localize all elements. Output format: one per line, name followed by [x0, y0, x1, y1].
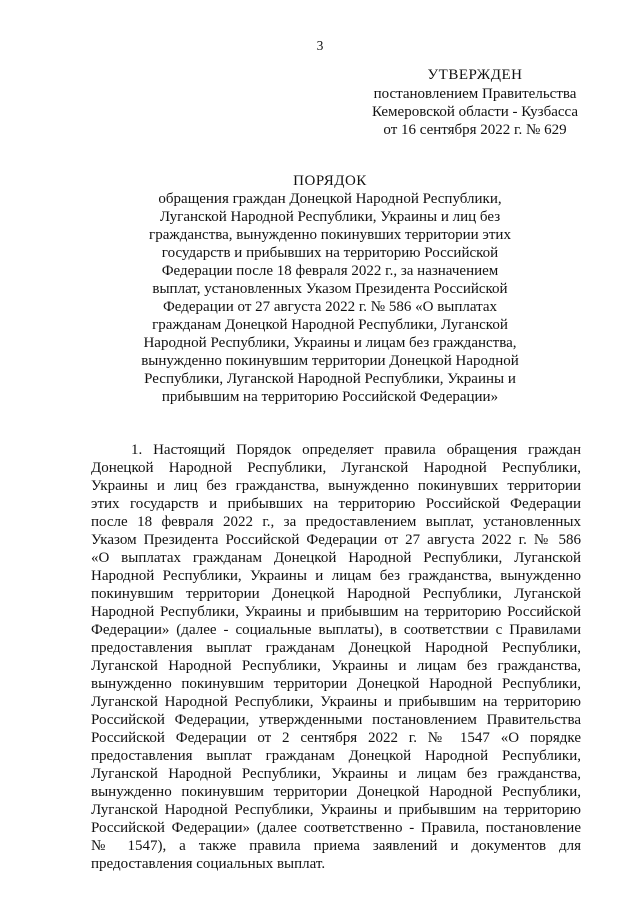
paragraph-line: этих государств и прибывших на территорию Российской Федерации	[91, 496, 581, 512]
document-subtitle-line: прибывшим на территорию Российской Федерации»	[161, 389, 499, 405]
document-heading	[60, 172, 600, 406]
paragraph-line: Российской Федерации, утвержденными постановлением Правительства	[91, 712, 581, 728]
paragraph-line: Луганской Народной Республики, Украины и прибывшим на территорию	[91, 802, 581, 818]
document-subtitle-line: Федерации от 27 августа 2022 г. № 586 «О выплатах	[162, 299, 498, 315]
paragraph-1	[91, 441, 581, 873]
paragraph-line: после 18 февраля 2022 г., за предоставлением выплат, установленных	[91, 514, 581, 530]
document-subtitle-line: Республики, Луганской Народной Республики, Украины и	[144, 371, 516, 387]
approval-line: постановлением Правительства	[373, 86, 577, 102]
document-subtitle-line: обращения граждан Донецкой Народной Республики,	[158, 191, 502, 207]
paragraph-line: Российской Федерации от 2 сентября 2022 г. № 1547 «О порядке	[91, 730, 581, 746]
page-number: 3	[316, 38, 324, 53]
paragraph-line: Украины и лиц без гражданства, вынужденно покинувших территории	[91, 478, 581, 494]
document-subtitle-line: государств и прибывших на территорию Российской	[161, 245, 499, 261]
document-subtitle-line: Луганской Народной Республики, Украины и лиц без	[159, 209, 501, 225]
document-subtitle-line: Федерации после 18 февраля 2022 г., за назначением	[161, 263, 499, 279]
paragraph-line: № 1547), а также правила приема заявлений и документов для	[91, 838, 581, 854]
paragraph-line: предоставления выплат гражданам Донецкой Народной Республики,	[91, 640, 581, 656]
approval-line: Кемеровской области - Кузбасса	[371, 104, 579, 120]
paragraph-line: Луганской Народной Республики, Украины и прибывшим на территорию	[91, 694, 581, 710]
document-subtitle-line: Народной Республики, Украины и лицам без гражданства,	[143, 335, 517, 351]
paragraph-line: покинувшим территории Донецкой Народной Республики, Луганской	[91, 586, 581, 602]
document-subtitle-line: вынужденно покинувшим территории Донецкой Народной	[141, 353, 519, 369]
document-title: ПОРЯДОК	[293, 173, 367, 189]
paragraph-line: Луганской Народной Республики, Украины и лицам без гражданства,	[91, 658, 581, 674]
paragraph-line: Народной Республики, Украины и прибывшим на территорию Российской	[91, 604, 581, 620]
paragraph-line: Указом Президента Российской Федерации от 27 августа 2022 г. № 586	[91, 532, 581, 548]
paragraph-line: Федерации» (далее - социальные выплаты), в соответствии с Правилами	[91, 622, 581, 638]
paragraph-line: 1. Настоящий Порядок определяет правила обращения граждан	[131, 442, 581, 458]
paragraph-line: вынужденно покинувшим территории Донецкой Народной Республики,	[91, 676, 581, 692]
approval-stamp-block	[355, 66, 595, 139]
paragraph-line: вынужденно покинувшим территории Донецкой Народной Республики,	[91, 784, 581, 800]
approval-line: от 16 сентября 2022 г. № 629	[383, 122, 567, 138]
paragraph-line: предоставления выплат гражданам Донецкой Народной Республики,	[91, 748, 581, 764]
document-subtitle-line: гражданам Донецкой Народной Республики, Луганской	[152, 317, 508, 333]
paragraph-line: «О выплатах гражданам Донецкой Народной Республики, Луганской	[91, 550, 581, 566]
paragraph-line: Донецкой Народной Республики, Луганской Народной Республики,	[91, 460, 581, 476]
paragraph-line: предоставления социальных выплат.	[91, 856, 326, 872]
paragraph-line: Луганской Народной Республики, Украины и лицам без гражданства,	[91, 766, 581, 782]
document-subtitle-line: гражданства, вынужденно покинувших территории этих	[149, 227, 511, 243]
document-subtitle-line: выплат, установленных Указом Президента Российской	[152, 281, 508, 297]
approval-title: УТВЕРЖДЕН	[427, 67, 523, 83]
paragraph-line: Российской Федерации» (далее соответственно - Правила, постановление	[91, 820, 581, 836]
paragraph-line: Народной Республики, Украины и лицам без гражданства, вынужденно	[91, 568, 581, 584]
